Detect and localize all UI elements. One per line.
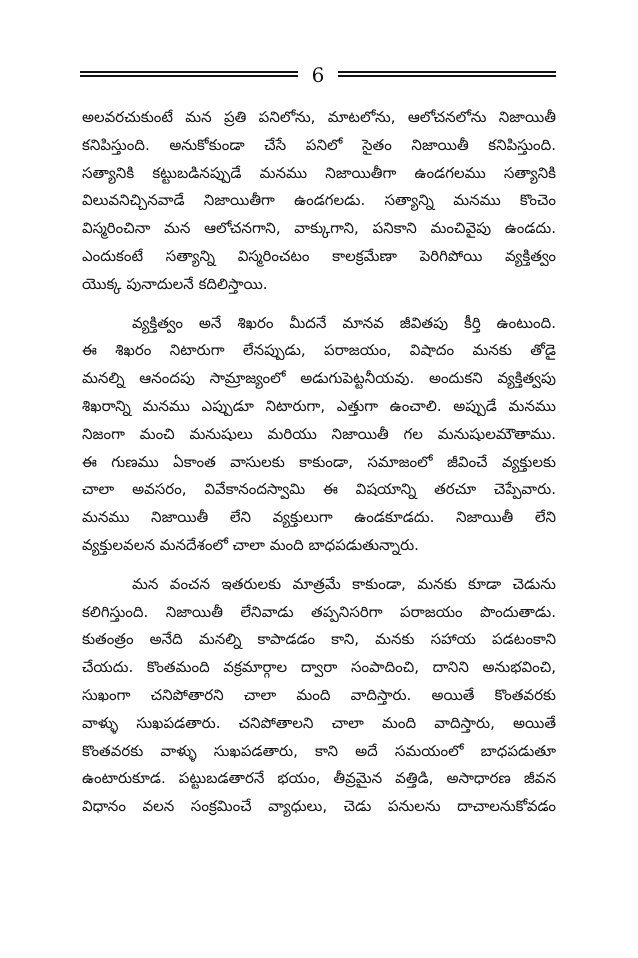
text-line: విలువనిచ్చినవాడే నిజాయితీగా ఉండగలడు. సత్యాన్ని మనము కొంచెం: [82, 191, 556, 210]
text-line: ఉంటారుకూడ. పట్టుబడతారనే భయం, తీవ్రమైన వత్తిడి, అసాధారణ జీవన: [82, 769, 556, 788]
text-line: శిఖరాన్ని మనము ఎప్పుడూ నిటారుగా, ఎత్తుగా ఉంచాలి. అప్పుడే మనము: [82, 396, 556, 415]
text-line: విధానం వలన సంక్రమించే వ్యాధులు, చెడు పనులను దాచాలనుకోవడం: [82, 797, 556, 816]
text-line: కలిగిస్తుంది. నిజాయితీ లేనివాడు తప్పనిసరిగా పరాజయం పొందుతాడు.: [82, 602, 556, 621]
text-line: యొక్క పునాదులనే కదిలిస్తాయి.: [82, 274, 268, 293]
text-line: మనల్ని ఆనందపు సామ్రాజ్యంలో అడుగుపెట్టనీయవు. అందుకని వ్యక్తిత్వపు: [82, 369, 556, 388]
text-line: ఈ శిఖరం నిటారుగా లేనప్పుడు, పరాజయం, విషాదం మనకు తోడై: [82, 341, 556, 360]
text-line: విస్మరించినా మన ఆలోచనగాని, వాక్కుగాని, పనికాని మంచివైపు ఉండదు.: [82, 219, 556, 238]
text-line: కుతంత్రం అనేది మనల్ని కాపాడడం కాని, మనకు సహాయ పడటంకాని: [82, 630, 556, 649]
text-line: మన వంచన ఇతరులకు మాత్రమే కాకుండా, మనకు కూడా చెడును: [132, 574, 556, 593]
text-line: సుఖంగా చనిపోతారని చాలా మంది వాదిస్తారు. అయితే కొంతవరకు: [82, 685, 556, 704]
header-rule-right: [338, 71, 556, 79]
text-line: సత్యానికి కట్టుబడినప్పుడే మనము నిజాయితీగా ఉండగలము సత్యానికి: [82, 163, 556, 182]
text-line: ఈ గుణము ఏకాంత వాసులకు కాకుండా, సమాజంలో జీవించే వ్యక్తులకు: [82, 452, 556, 471]
paragraph: [82, 310, 556, 560]
text-line: అలవరచుకుంటే మన ప్రతి పనిలోను, మాటలోను, ఆలోచనలోను నిజాయితీ: [82, 108, 556, 126]
text-line: వాళ్ళు సుఖపడతారు. చనిపోతాలని చాలా మంది వాదిస్తారు, అయితే: [82, 713, 556, 732]
paragraph: [82, 104, 556, 299]
page-number: 6: [311, 63, 325, 87]
paragraph: [82, 571, 556, 821]
text-line: చాలా అవసరం, వివేకానందస్వామి ఈ విషయాన్ని తరచూ చెప్పేవారు.: [82, 480, 556, 499]
page-header: [80, 62, 556, 88]
text-line: కొంతవరకు వాళ్ళు సుఖపడతారు, కాని అదే సమయంలో బాధపడుతూ: [82, 741, 556, 760]
text-line: వ్యక్తిత్వం అనే శిఖరం మీదనే మానవ జీవితపు కీర్తి ఉంటుంది.: [132, 313, 556, 332]
text-line: చేయదు. కొంతమంది వక్రమార్గాల ద్వారా సంపాదించి, దానిని అనుభవించి,: [82, 658, 556, 677]
text-line: వ్యక్తులవలన మనదేశంలో చాలా మంది బాధపడుతున్నారు.: [82, 535, 419, 554]
text-line: మనము నిజాయితీ లేని వ్యక్తులుగా ఉండకూడదు. నిజాయితీ లేని: [82, 508, 556, 527]
text-line: ఎందుకంటే సత్యాన్ని విస్మరించటం కాలక్రమేణా పెరిగిపోయి వ్యక్తిత్వం: [82, 246, 556, 265]
text-line: కనిపిస్తుంది. అనుకోకుండా చేసే పనిలో సైతం నిజాయితీ కనిపిస్తుంది.: [82, 135, 556, 154]
body-text: [82, 104, 556, 832]
text-line: నిజంగా మంచి మనుషులు మరియు నిజాయితీ గల మనుషులమౌతాము.: [82, 424, 556, 443]
